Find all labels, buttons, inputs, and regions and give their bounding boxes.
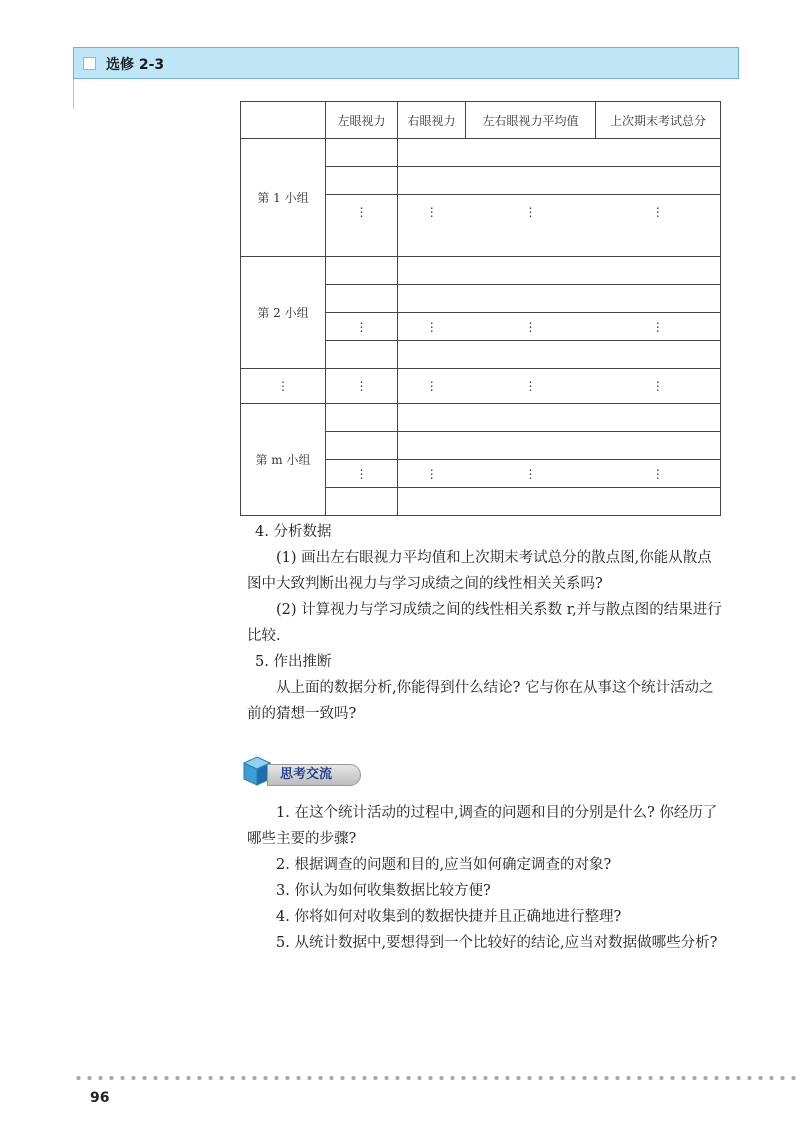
ellipsis-cell: ⋮ [466, 369, 596, 404]
think-questions [247, 800, 725, 956]
table-cell [326, 285, 398, 313]
think-q2: 2. 根据调查的问题和目的,应当如何确定调查的对象? [276, 857, 612, 873]
table-cell [326, 167, 398, 195]
table-row [241, 404, 721, 432]
header-square-icon [83, 57, 96, 70]
table-cell [326, 432, 398, 460]
ellipsis-cell: ⋮ [398, 369, 466, 404]
think-discuss-label: 思考交流 [267, 764, 361, 786]
survey-table [240, 101, 721, 516]
table-cell [326, 404, 398, 432]
group-1-label: 第 1 小组 [241, 139, 326, 257]
table-corner-cell [241, 102, 326, 139]
ellipsis-cell: ⋮ [326, 460, 398, 488]
table-cell [326, 257, 398, 285]
table-cell [398, 404, 721, 432]
think-discuss-badge [243, 756, 361, 790]
table-cell [398, 432, 721, 460]
col-exam-score: 上次期末考试总分 [596, 102, 721, 139]
col-right-eye: 右眼视力 [398, 102, 466, 139]
ellipsis-cell: ⋮ [326, 195, 398, 230]
header-rule [73, 79, 74, 109]
group-2-label: 第 2 小组 [241, 257, 326, 369]
col-average: 左右眼视力平均值 [466, 102, 596, 139]
section-5-p1: 从上面的数据分析,你能得到什么结论? 它与你在从事这个统计活动之前的猜想一致吗? [247, 680, 714, 722]
table-cell [398, 139, 721, 167]
col-left-eye: 左眼视力 [326, 102, 398, 139]
table-cell [398, 257, 721, 285]
think-q4: 4. 你将如何对收集到的数据快捷并且正确地进行整理? [276, 909, 622, 925]
group-m-label: 第 m 小组 [241, 404, 326, 516]
ellipsis-cell: ⋮ [596, 313, 721, 341]
think-q3: 3. 你认为如何收集数据比较方便? [276, 883, 491, 899]
ellipsis-cell: ⋮ [326, 313, 398, 341]
ellipsis-cell: ⋮ [326, 369, 398, 404]
group-more-label: ⋮ [241, 369, 326, 404]
ellipsis-cell: ⋮ [596, 369, 721, 404]
section-4 [247, 519, 725, 727]
table-cell [398, 285, 721, 313]
ellipsis-cell: ⋮ [466, 195, 596, 230]
chapter-label: 选修 2-3 [106, 57, 165, 73]
table-cell [398, 167, 721, 195]
table-row [241, 369, 721, 404]
chapter-header-bar [73, 47, 739, 79]
ellipsis-cell: ⋮ [398, 195, 466, 230]
ellipsis-cell: ⋮ [466, 460, 596, 488]
footer-dots-divider [73, 1075, 800, 1081]
section-4-p1: (1) 画出左右眼视力平均值和上次期末考试总分的散点图,你能从散点图中大致判断出视力与学习成绩之间的线性相关关系吗? [247, 550, 712, 592]
table-cell [398, 341, 721, 369]
section-4-title: 4. 分析数据 [255, 524, 332, 540]
think-q1: 1. 在这个统计活动的过程中,调查的问题和目的分别是什么? 你经历了哪些主要的步骤? [247, 805, 718, 847]
table-header-row [241, 102, 721, 139]
ellipsis-cell: ⋮ [596, 460, 721, 488]
ellipsis-cell: ⋮ [596, 195, 721, 230]
page-number: 96 [90, 1090, 110, 1106]
table-cell [326, 488, 398, 516]
table-row [241, 257, 721, 285]
table-cell [326, 229, 398, 257]
table-cell [398, 229, 721, 257]
ellipsis-cell: ⋮ [398, 460, 466, 488]
table-cell [398, 488, 721, 516]
table-row [241, 139, 721, 167]
think-q5: 5. 从统计数据中,要想得到一个比较好的结论,应当对数据做哪些分析? [276, 935, 718, 951]
section-5-title: 5. 作出推断 [255, 654, 332, 670]
ellipsis-cell: ⋮ [466, 313, 596, 341]
table-cell [326, 139, 398, 167]
ellipsis-cell: ⋮ [398, 313, 466, 341]
table-cell [326, 341, 398, 369]
section-4-p2: (2) 计算视力与学习成绩之间的线性相关系数 r,并与散点图的结果进行比较. [247, 602, 722, 644]
